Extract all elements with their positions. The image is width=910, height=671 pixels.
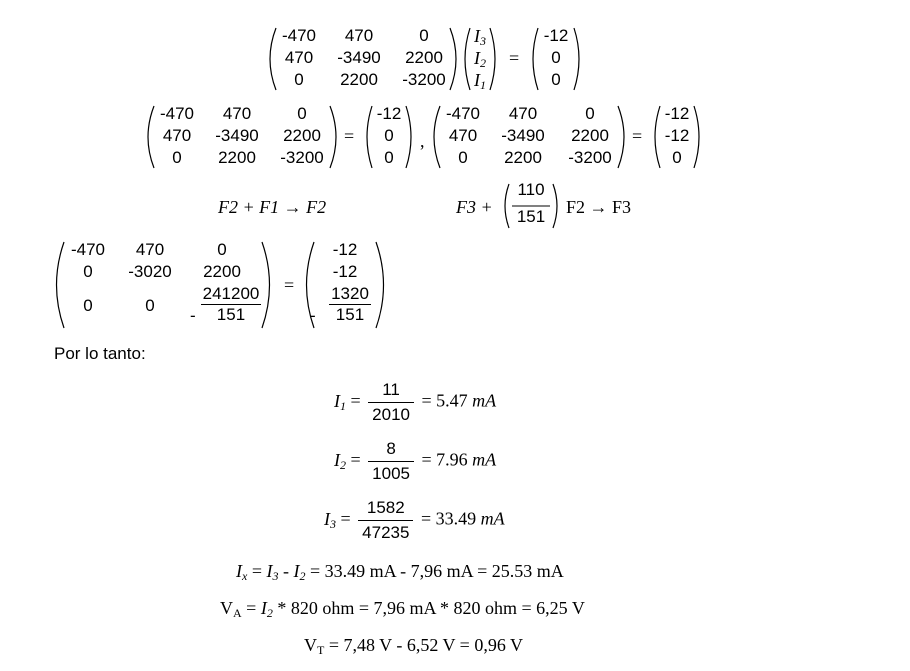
- ix-equation: $I_x = I_3 - I_2 = 33.49$ mA - 7,96 mA = 25.53 mA: [236, 561, 564, 583]
- result-unit: mA: [480, 508, 505, 529]
- row-operation-suffix: F2 → F3: [566, 197, 632, 217]
- result-value: = 5.47: [421, 390, 468, 411]
- matrix-cell: -3490: [337, 48, 381, 67]
- unknown-i3: $I_3$: [474, 26, 486, 48]
- step2-rhs-vector: [302, 240, 388, 330]
- result-value: = 33.49: [420, 508, 477, 529]
- result-i2: $I_2$ = $\frac{8}{1005}$ = 7.96 mA: [334, 437, 496, 486]
- vt-equation: [304, 634, 523, 661]
- matrix-cell: 0: [294, 70, 304, 89]
- va-expression: * 820 ohm = 7,96 mA * 820 ohm = 6,25 V: [277, 598, 585, 618]
- vector-cell: -12: [332, 262, 358, 281]
- matrix-cell: -470: [70, 240, 106, 259]
- result-fraction: $\frac{11}{2010}$: [368, 378, 414, 427]
- row-operation-prefix: F3 +: [456, 197, 493, 217]
- matrix-cell: 2200: [340, 70, 378, 89]
- matrix-cell: -470: [445, 104, 481, 123]
- step1-left-rhs-vector: [364, 104, 414, 170]
- result-symbol: $I_1$: [334, 390, 346, 413]
- fraction-denominator: 151: [216, 305, 246, 324]
- fraction-numerator: 110: [517, 180, 545, 199]
- matrix-cell: -3490: [501, 126, 545, 145]
- fraction-numerator: 1320: [331, 284, 369, 303]
- unknown-i1: $I_1$: [474, 70, 486, 92]
- result-unit: mA: [472, 449, 497, 470]
- i2-symbol: $I_2$: [260, 598, 273, 620]
- matrix-cell: 2200: [283, 126, 321, 145]
- system-coefficient-matrix: [266, 26, 460, 92]
- matrix-cell: 0: [297, 104, 307, 123]
- matrix-cell: -470: [281, 26, 317, 45]
- fraction: [329, 284, 371, 325]
- matrix-cell: 2200: [218, 148, 256, 167]
- ix-symbol: $I_x$: [236, 561, 248, 583]
- equals-sign: =: [344, 126, 355, 146]
- result-i3: $I_3$ = $\frac{1582}{47235}$ = 33.49 mA: [324, 496, 505, 545]
- matrix-cell: 0: [585, 104, 595, 123]
- matrix-cell: 2200: [405, 48, 443, 67]
- result-i1: $I_1$ = $\frac{11}{2010}$ = 5.47 mA: [334, 378, 496, 427]
- matrix-cell: 0: [145, 296, 155, 315]
- result-value: = 7.96: [421, 449, 468, 470]
- unknown-i2: $I_2$: [474, 48, 486, 70]
- fraction-denominator: 151: [516, 207, 546, 226]
- matrix-cell: 470: [162, 126, 192, 145]
- matrix-cell: 470: [135, 240, 165, 259]
- i3-symbol: $I_3$: [266, 561, 279, 583]
- matrix-cell: 0: [217, 240, 227, 259]
- matrix-cell: -3200: [402, 70, 446, 89]
- matrix-cell: -3490: [215, 126, 259, 145]
- vector-cell: 0: [551, 48, 561, 67]
- matrix-cell: 470: [508, 104, 538, 123]
- equals-sign: =: [632, 126, 643, 146]
- step1-right-matrix: [430, 104, 628, 170]
- matrix-cell: -3200: [568, 148, 612, 167]
- vector-cell: -12: [543, 26, 569, 45]
- matrix-cell: 0: [458, 148, 468, 167]
- matrix-cell: -3200: [280, 148, 324, 167]
- matrix-cell: 0: [172, 148, 182, 167]
- matrix-fraction-cell: [190, 284, 262, 325]
- vector-fraction-cell: [310, 284, 380, 325]
- step2-matrix: [52, 240, 274, 330]
- matrix-cell: -470: [159, 104, 195, 123]
- minus-sign: -: [190, 306, 196, 325]
- comma-separator: ,: [420, 131, 425, 151]
- vector-cell: -12: [664, 104, 690, 123]
- equals-sign: =: [284, 275, 295, 295]
- equals-sign: =: [509, 48, 520, 68]
- result-symbol: $I_3$: [324, 508, 336, 531]
- i2-symbol: $I_2$: [293, 561, 306, 583]
- result-symbol: $I_2$: [334, 449, 346, 472]
- conclusion-text: Por lo tanto:: [54, 344, 146, 363]
- matrix-cell: 2200: [203, 262, 241, 281]
- matrix-cell: 2200: [571, 126, 609, 145]
- system-rhs-vector: [530, 26, 582, 92]
- matrix-cell: 0: [83, 296, 93, 315]
- vt-symbol: $V_T$: [304, 635, 325, 657]
- matrix-cell: 2200: [504, 148, 542, 167]
- matrix-cell: 0: [83, 262, 93, 281]
- vector-cell: 0: [384, 126, 394, 145]
- va-equation: $V_A = I_2 * 820$ ohm = 7,96 mA * 820 ohm = 6,25 V: [220, 598, 585, 620]
- vector-cell: 0: [384, 148, 394, 167]
- vector-cell: -12: [332, 240, 358, 259]
- result-fraction: $\frac{1582}{47235}$: [358, 496, 413, 545]
- va-symbol: $V_A$: [220, 598, 242, 620]
- matrix-cell: 470: [448, 126, 478, 145]
- minus-sign: -: [310, 306, 316, 325]
- vector-cell: 0: [551, 70, 561, 89]
- matrix-cell: 470: [344, 26, 374, 45]
- step1-left-matrix: [144, 104, 340, 170]
- step1-right-rhs-vector: [652, 104, 702, 170]
- fraction-numerator: 241200: [202, 284, 260, 303]
- matrix-cell: 0: [419, 26, 429, 45]
- fraction: [201, 284, 262, 325]
- matrix-cell: 470: [222, 104, 252, 123]
- fraction-denominator: 151: [335, 305, 365, 324]
- vector-cell: -12: [664, 126, 690, 145]
- matrix-cell: -3020: [128, 262, 172, 281]
- result-unit: mA: [472, 390, 497, 411]
- ix-expression: = 33.49 mA - 7,96 mA = 25.53 mA: [309, 561, 564, 581]
- vector-cell: -12: [376, 104, 402, 123]
- row-operation-1: F2 + F1 → F2: [218, 197, 327, 217]
- unknowns-vector: [462, 26, 498, 92]
- matrix-cell: 470: [284, 48, 314, 67]
- result-fraction: $\frac{8}{1005}$: [368, 437, 414, 486]
- vt-expression: = 7,48 V - 6,52 V = 0,96 V: [328, 635, 524, 655]
- vector-cell: 0: [672, 148, 682, 167]
